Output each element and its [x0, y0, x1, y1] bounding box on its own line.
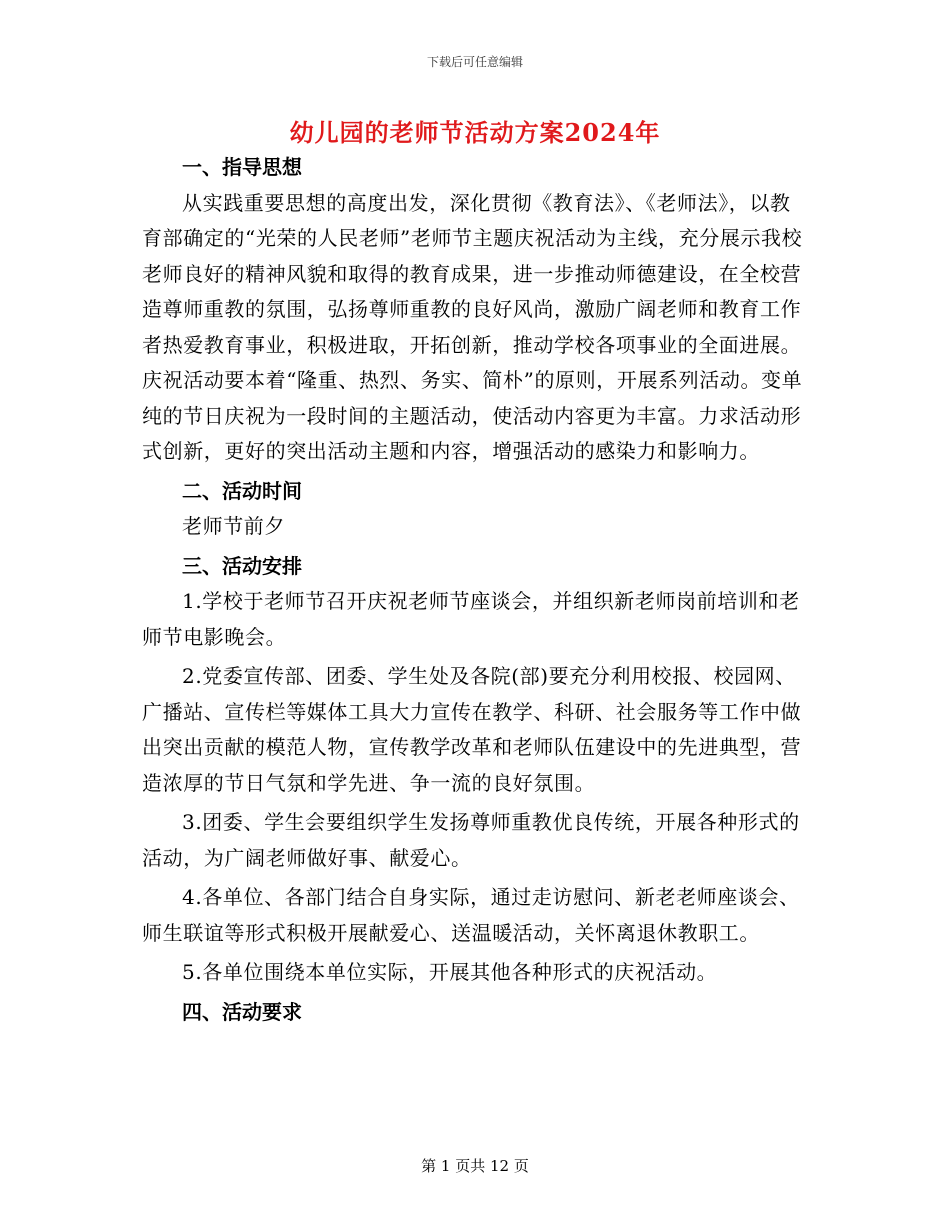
list-item: 3.团委、学生会要组织学生发扬尊师重教优良传统，开展各种形式的活动，为广阔老师做好事、献爱心。 [142, 810, 800, 870]
section-heading-activity-arrangement: 三、活动安排 [182, 553, 302, 578]
paragraph-guiding-ideology: 从实践重要思想的高度出发，深化贯彻《教育法》、《老师法》，以教育部确定的“光荣的人民老师”老师节主题庆祝活动为主线，充分展示我校老师良好的精神风貌和取得的教育成果，进一步推动师德建设，在全校营造尊师重教的氛围，弘扬尊师重教的良好风尚，激励广阔老师和教育工作者热爱教育事业，积极进取，开拓创新，推动学校各项事业的全面进展。庆祝活动要本着“隆重、热烈、务实、简朴”的原则，开展系列活动。变单纯的节日庆祝为一段时间的主题活动，使活动内容更为丰富。力求活动形式创新，更好的突出活动主题和内容，增强活动的感染力和影响力。 [142, 190, 803, 463]
document-title: 幼儿园的老师节活动方案2024年 [289, 118, 661, 147]
paragraph-activity-time: 老师节前夕 [182, 514, 285, 538]
section-heading-activity-requirements: 四、活动要求 [182, 999, 302, 1024]
section-heading-activity-time: 二、活动时间 [182, 478, 302, 503]
page-header: 下载后可任意编辑 [426, 55, 523, 69]
list-item: 5.各单位围绕本单位实际，开展其他各种形式的庆祝活动。 [182, 960, 718, 984]
document-body [142, 150, 806, 1030]
list-item: 2.党委宣传部、团委、学生处及各院(部)要充分利用校报、校园网、广播站、宣传栏等媒体工具大力宣传在教学、科研、社会服务等工作中做出突出贡献的模范人物，宣传教学改革和老师队伍建设中的先进典型，营造浓厚的节日气氛和学先进、争一流的良好氛围。 [142, 664, 802, 795]
list-item: 1.学校于老师节召开庆祝老师节座谈会，并组织新老师岗前培训和老师节电影晚会。 [142, 589, 800, 649]
list-item: 4.各单位、各部门结合自身实际，通过走访慰问、新老老师座谈会、师生联谊等形式积极开展献爱心、送温暖活动，关怀离退休教职工。 [142, 885, 800, 945]
page-number-footer: 第 1 页共 12 页 [421, 1157, 529, 1175]
section-heading-guiding-ideology: 一、指导思想 [182, 155, 302, 179]
